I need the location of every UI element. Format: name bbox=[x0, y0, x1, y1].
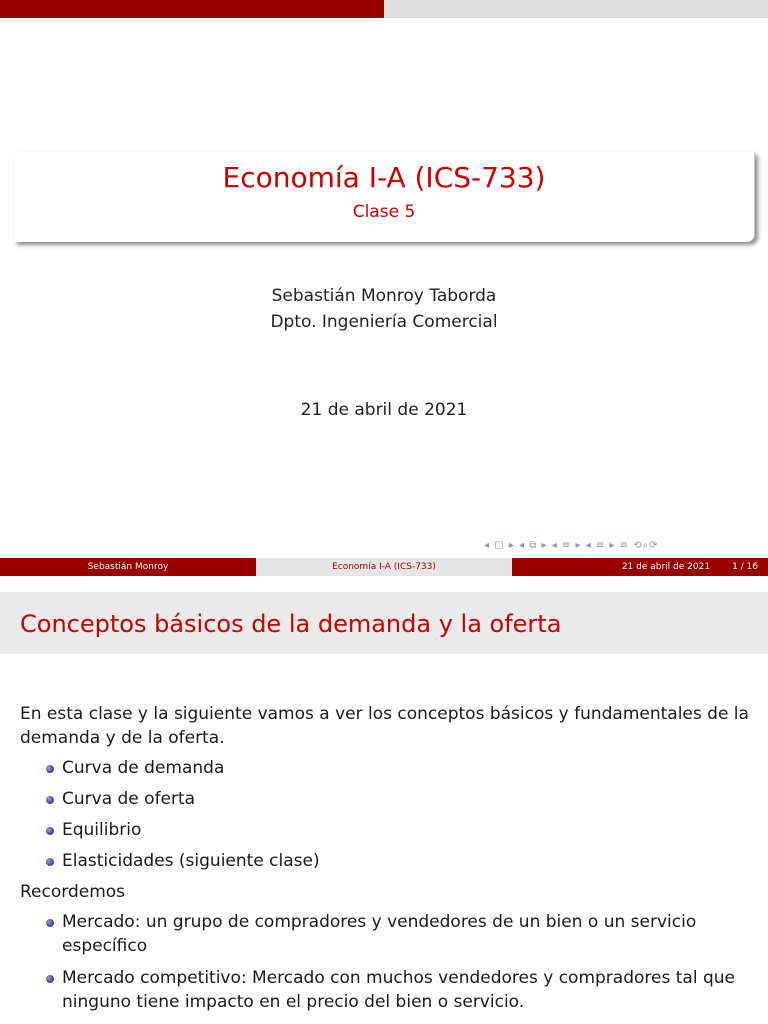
topics-list bbox=[20, 756, 755, 873]
top-bar-grey bbox=[384, 0, 768, 18]
footer-course: Economía I-A (ICS-733) bbox=[256, 558, 512, 576]
author-name: Sebastián Monroy Taborda bbox=[271, 286, 497, 306]
presentation-subtitle: Clase 5 bbox=[352, 202, 416, 222]
list-item: Elasticidades (siguiente clase) bbox=[20, 849, 755, 873]
top-bar-red bbox=[0, 0, 384, 18]
author-block bbox=[0, 283, 768, 335]
top-progress-bar bbox=[0, 0, 768, 18]
intro-paragraph: En esta clase y la siguiente vamos a ver los conceptos básicos y fundamentales de la demanda y de la oferta. bbox=[20, 704, 749, 748]
list-item: Equilibrio bbox=[20, 818, 755, 842]
slide-body bbox=[20, 702, 755, 1022]
presentation-title: Economía I-A (ICS-733) bbox=[222, 161, 546, 194]
list-item: Mercado competitivo: Mercado con muchos vendedores y compradores tal que ninguno tiene impacto en el precio del bien o servicio. bbox=[20, 966, 755, 1014]
recordemos-label: Recordemos bbox=[20, 882, 126, 902]
department: Dpto. Ingeniería Comercial bbox=[270, 312, 498, 332]
list-item: Curva de oferta bbox=[20, 787, 755, 811]
list-item: Curva de demanda bbox=[20, 756, 755, 780]
footer-date: 21 de abril de 2021 bbox=[621, 562, 711, 572]
footer-author: Sebastián Monroy bbox=[0, 558, 256, 576]
definitions-list bbox=[20, 910, 755, 1014]
footer-page-number: 1 / 16 bbox=[732, 562, 758, 572]
presentation-date: 21 de abril de 2021 bbox=[300, 400, 468, 420]
frame-title: Conceptos básicos de la demanda y la oferta bbox=[20, 610, 562, 638]
list-item: Mercado: un grupo de compradores y vendedores de un bien o un servicio específico bbox=[20, 910, 755, 958]
slide-footer bbox=[0, 558, 768, 576]
beamer-navigation-icons[interactable]: ◂ ▢ ▸ ◂ ⧉ ▸ ◂ ≡ ▸ ◂ ≡ ▸ ≡ ⟲⌕⟳ bbox=[484, 540, 659, 551]
footer-right bbox=[512, 558, 768, 576]
